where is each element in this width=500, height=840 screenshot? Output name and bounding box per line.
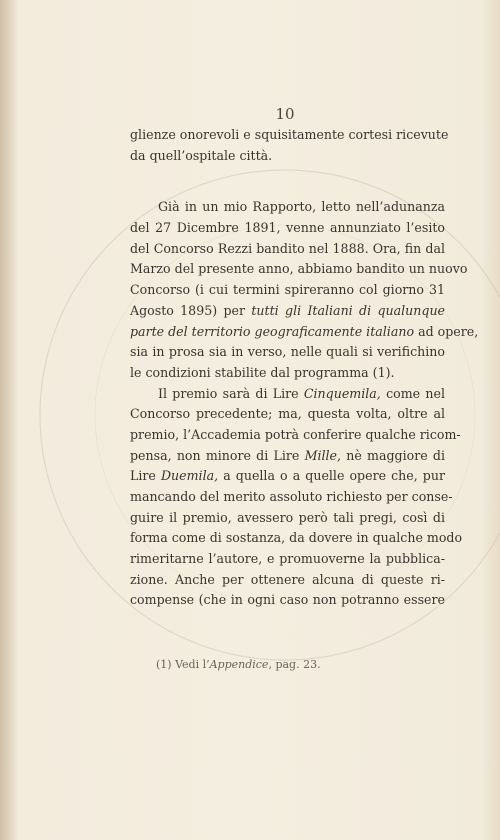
text-line: Marzo del presente anno, abbiamo bandito un nuovo: [130, 261, 468, 277]
text-line: Lire Duemila, a quella o a quelle opere che, pur: [130, 468, 445, 484]
text-line: le condizioni stabilite dal programma (1).: [130, 364, 395, 380]
text-line: Agosto 1895) per tutti gli Italiani di qualunque: [130, 302, 446, 318]
italic-phrase: Cinquemila,: [303, 385, 381, 401]
italic-phrase: Duemila,: [160, 468, 219, 484]
italic-phrase: parte del territorio geograficamente italiano: [130, 323, 415, 339]
page-number: 10: [275, 105, 295, 123]
text-line: Già in un mio Rapporto, letto nell’adunanza: [158, 199, 445, 215]
paragraph-gap: [130, 166, 445, 197]
text-line: glienze onorevoli e squisitamente cortesi ricevute: [130, 127, 449, 142]
text-line: zione. Anche per ottenere alcuna di queste ri-: [130, 571, 445, 587]
text-line: compense (che in ogni caso non potranno essere: [130, 592, 445, 608]
text-line: pensa, non minore di Lire Mille, nè maggiore di: [130, 447, 445, 463]
text-line: del 27 Dicembre 1891, venne annunziato l’esito: [130, 220, 445, 236]
text-line: Concorso (i cui termini spireranno col giorno 31: [130, 282, 445, 298]
text-line: Il premio sarà di Lire Cinquemila, come nel: [158, 385, 445, 401]
footnote-italic: Appendice: [209, 658, 269, 671]
text-line: mancando del merito assoluto richiesto per conse-: [130, 489, 453, 504]
text-line: da quell’ospitale città.: [130, 147, 273, 163]
text-line: Concorso precedente; ma, questa volta, oltre al: [130, 406, 445, 422]
text-line: rimeritarne l’autore, e promuoverne la pubblica-: [130, 551, 445, 567]
text-line: parte del territorio geograficamente italiano ad opere,: [130, 323, 479, 339]
footnote: (1) Vedi l’Appendice, pag. 23.: [156, 658, 321, 671]
text-line: forma come di sostanza, da dovere in qualche modo: [130, 530, 463, 546]
italic-phrase: Mille,: [304, 447, 342, 463]
text-line: guire il premio, avessero però tali pregi, così di: [130, 509, 445, 525]
text-line: premio, l’Accademia potrà conferire qualche ricom-: [130, 426, 461, 442]
body-text: [130, 125, 479, 611]
page-edge-shadow: [0, 0, 18, 840]
italic-phrase: tutti gli Italiani di qualunque: [251, 302, 446, 318]
text-line: sia in prosa sia in verso, nelle quali si verifichino: [130, 344, 445, 360]
text-line: del Concorso Rezzi bandito nel 1888. Ora, fin dal: [130, 240, 445, 256]
